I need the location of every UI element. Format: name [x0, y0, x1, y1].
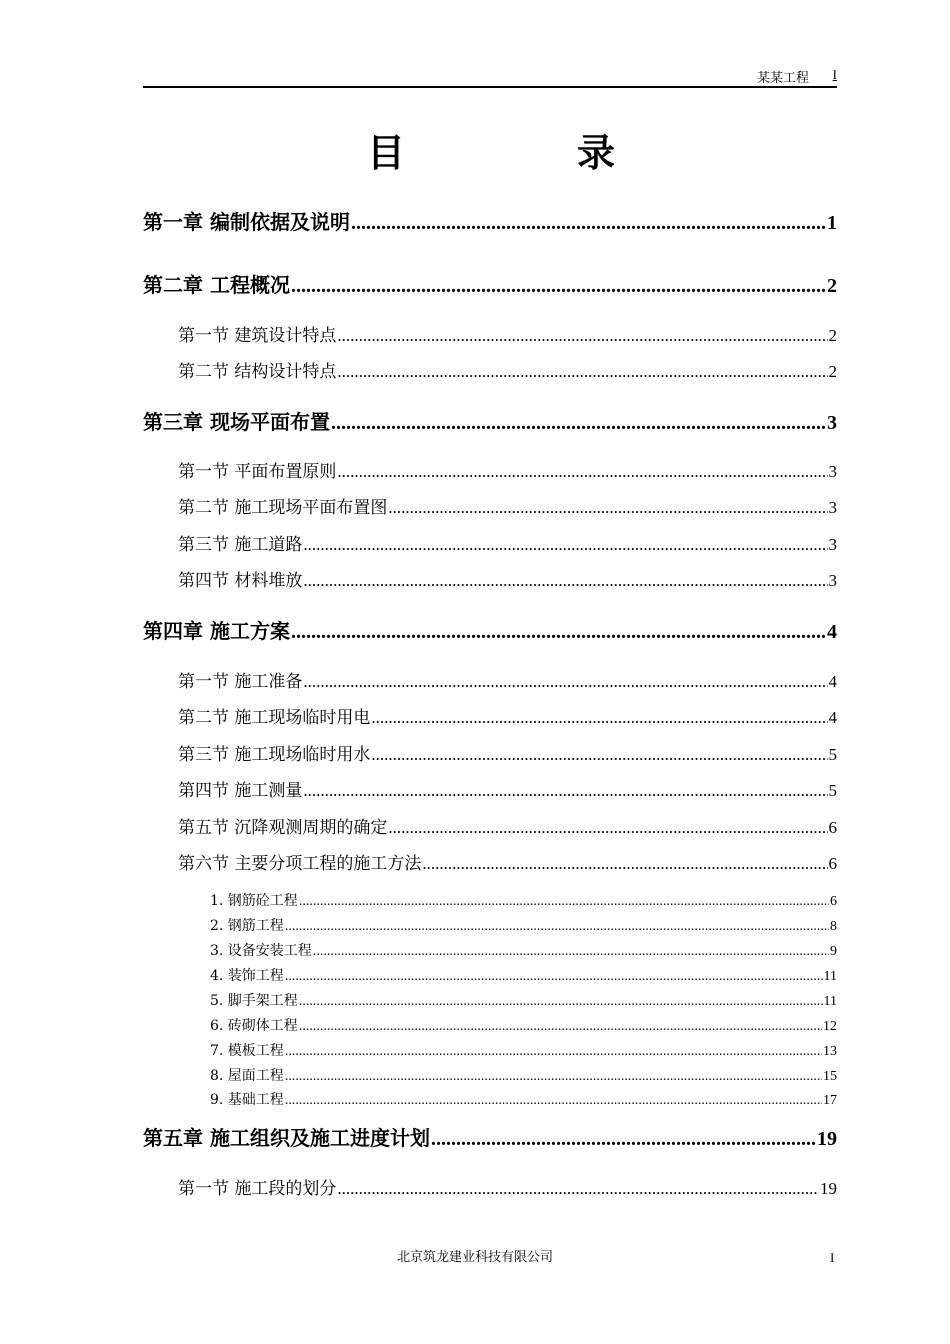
toc-entry-label: 4. 装饰工程	[210, 968, 284, 984]
toc-chapter-2[interactable]	[143, 272, 837, 299]
toc-leader-dots	[337, 361, 827, 383]
toc-leader-dots	[299, 993, 823, 1011]
toc-entry-label: 第四节 材料堆放	[178, 571, 303, 591]
toc-section[interactable]	[178, 853, 837, 875]
toc-entry-label: 第一节 平面布置原则	[178, 462, 337, 482]
toc-leader-dots	[303, 534, 827, 556]
toc-section[interactable]	[178, 707, 837, 729]
toc-entry-label: 3. 设备安装工程	[210, 943, 312, 959]
toc-leader-dots	[303, 671, 827, 693]
header-page-number: I	[832, 67, 837, 82]
footer-page-number: I	[830, 1250, 835, 1265]
toc-page-number: 3	[827, 412, 837, 434]
toc-chapter-3[interactable]	[143, 409, 837, 436]
toc-entry-label: 第二章 工程概况	[143, 273, 290, 297]
toc-leader-dots	[388, 817, 827, 839]
toc-leader-dots	[285, 1043, 822, 1061]
toc-chapter-4[interactable]	[143, 618, 837, 645]
toc-section[interactable]	[178, 780, 837, 802]
toc-entry-label: 第四节 施工测量	[178, 781, 303, 801]
toc-section[interactable]	[178, 325, 837, 347]
toc-page-number: 1	[827, 212, 837, 234]
toc-entry-label: 第四章 施工方案	[143, 619, 290, 643]
toc-page-number: 4	[828, 672, 837, 691]
toc-entry-label: 第五节 沉降观测周期的确定	[178, 818, 388, 838]
toc-leader-dots	[431, 1126, 816, 1152]
toc-page-number: 5	[828, 745, 837, 764]
toc-leader-dots	[371, 707, 827, 729]
toc-page-number: 11	[823, 994, 837, 1009]
toc-page-number: 5	[828, 781, 837, 800]
toc-page-number: 6	[828, 818, 837, 837]
toc-entry-label: 第二节 施工现场临时用电	[178, 708, 371, 728]
toc-page-number: 4	[827, 621, 837, 643]
toc-entry-label: 第一节 建筑设计特点	[178, 326, 337, 346]
toc-leader-dots	[299, 1018, 822, 1036]
page-footer	[0, 1248, 950, 1268]
toc-entry-label: 1. 钢筋砼工程	[210, 893, 298, 909]
toc-page-number: 17	[823, 1093, 837, 1108]
toc-entry-label: 第三节 施工道路	[178, 535, 303, 555]
page-header	[143, 66, 837, 88]
toc-item[interactable]	[210, 1067, 837, 1086]
toc-item[interactable]	[210, 1091, 837, 1110]
toc-entry-label: 2. 钢筋工程	[210, 918, 284, 934]
toc-page-number: 6	[828, 854, 837, 873]
toc-page-number: 3	[828, 535, 837, 554]
toc-leader-dots	[331, 410, 826, 436]
toc-entry-label: 7. 模板工程	[210, 1043, 284, 1059]
toc-item[interactable]	[210, 992, 837, 1011]
toc-page-number: 13	[823, 1044, 837, 1059]
toc-page-number: 3	[828, 462, 837, 481]
toc-leader-dots	[303, 780, 827, 802]
toc-entry-label: 第一章 编制依据及说明	[143, 210, 350, 234]
toc-page-number: 9	[830, 944, 837, 959]
toc-leader-dots	[337, 1178, 819, 1200]
toc-item[interactable]	[210, 1042, 837, 1061]
footer-company-name: 北京筑龙建业科技有限公司	[396, 1250, 553, 1265]
toc-entry-label: 第五章 施工组织及施工进度计划	[143, 1126, 430, 1150]
toc-item[interactable]	[210, 1017, 837, 1036]
toc-section[interactable]	[178, 534, 837, 556]
toc-item[interactable]	[210, 967, 837, 986]
toc-leader-dots	[351, 210, 826, 236]
toc-leader-dots	[285, 918, 829, 936]
toc-entry-label: 第二节 结构设计特点	[178, 362, 337, 382]
toc-page-number: 3	[828, 498, 837, 517]
toc-leader-dots	[422, 853, 827, 875]
toc-title-char-1: 目	[367, 131, 406, 175]
toc-leader-dots	[337, 461, 827, 483]
toc-page-number: 19	[820, 1179, 837, 1198]
toc-section[interactable]	[178, 671, 837, 693]
toc-entry-label: 第三节 施工现场临时用水	[178, 745, 371, 765]
toc-entry-label: 第一节 施工准备	[178, 672, 303, 692]
toc-entry-label: 5. 脚手架工程	[210, 993, 298, 1009]
toc-page-number: 8	[830, 919, 837, 934]
toc-item[interactable]	[210, 942, 837, 961]
toc-leader-dots	[313, 943, 829, 961]
toc-section[interactable]	[178, 461, 837, 483]
toc-entry-label: 第二节 施工现场平面布置图	[178, 498, 388, 518]
toc-page-number: 2	[827, 275, 837, 297]
toc-entry-label: 第一节 施工段的划分	[178, 1179, 337, 1199]
toc-page-number: 15	[823, 1069, 837, 1084]
toc-leader-dots	[371, 744, 827, 766]
toc-section[interactable]	[178, 817, 837, 839]
toc-page-number: 2	[828, 362, 837, 381]
toc-leader-dots	[299, 893, 829, 911]
toc-section[interactable]	[178, 1178, 837, 1200]
toc-page-number: 3	[828, 571, 837, 590]
toc-section[interactable]	[178, 570, 837, 592]
toc-page-number: 19	[817, 1128, 837, 1150]
toc-leader-dots	[291, 619, 826, 645]
toc-entry-label: 9. 基础工程	[210, 1092, 284, 1108]
toc-leader-dots	[285, 1068, 822, 1086]
toc-leader-dots	[285, 1092, 822, 1110]
toc-page-number: 4	[828, 708, 837, 727]
toc-page-number: 2	[828, 326, 837, 345]
toc-chapter-5[interactable]	[143, 1125, 837, 1152]
toc-title	[0, 128, 950, 178]
toc-page-number: 12	[823, 1019, 837, 1034]
toc-item[interactable]	[210, 892, 837, 911]
toc-leader-dots	[291, 273, 826, 299]
toc-chapter-1[interactable]	[143, 209, 837, 236]
toc-section[interactable]	[178, 361, 837, 383]
toc-entry-label: 8. 屋面工程	[210, 1068, 284, 1084]
toc-leader-dots	[303, 570, 827, 592]
toc-entry-label: 第六节 主要分项工程的施工方法	[178, 854, 422, 874]
toc-leader-dots	[388, 497, 827, 519]
toc-title-char-2: 录	[577, 131, 616, 175]
toc-leader-dots	[285, 968, 823, 986]
header-title: 某某工程	[756, 71, 809, 86]
toc-item[interactable]	[210, 917, 837, 936]
toc-entry-label: 第三章 现场平面布置	[143, 410, 330, 434]
toc-page-number: 6	[830, 894, 837, 909]
toc-section[interactable]	[178, 497, 837, 519]
toc-entry-label: 6. 砖砌体工程	[210, 1018, 298, 1034]
toc-section[interactable]	[178, 744, 837, 766]
toc-leader-dots	[337, 325, 827, 347]
toc-page-number: 11	[823, 969, 837, 984]
